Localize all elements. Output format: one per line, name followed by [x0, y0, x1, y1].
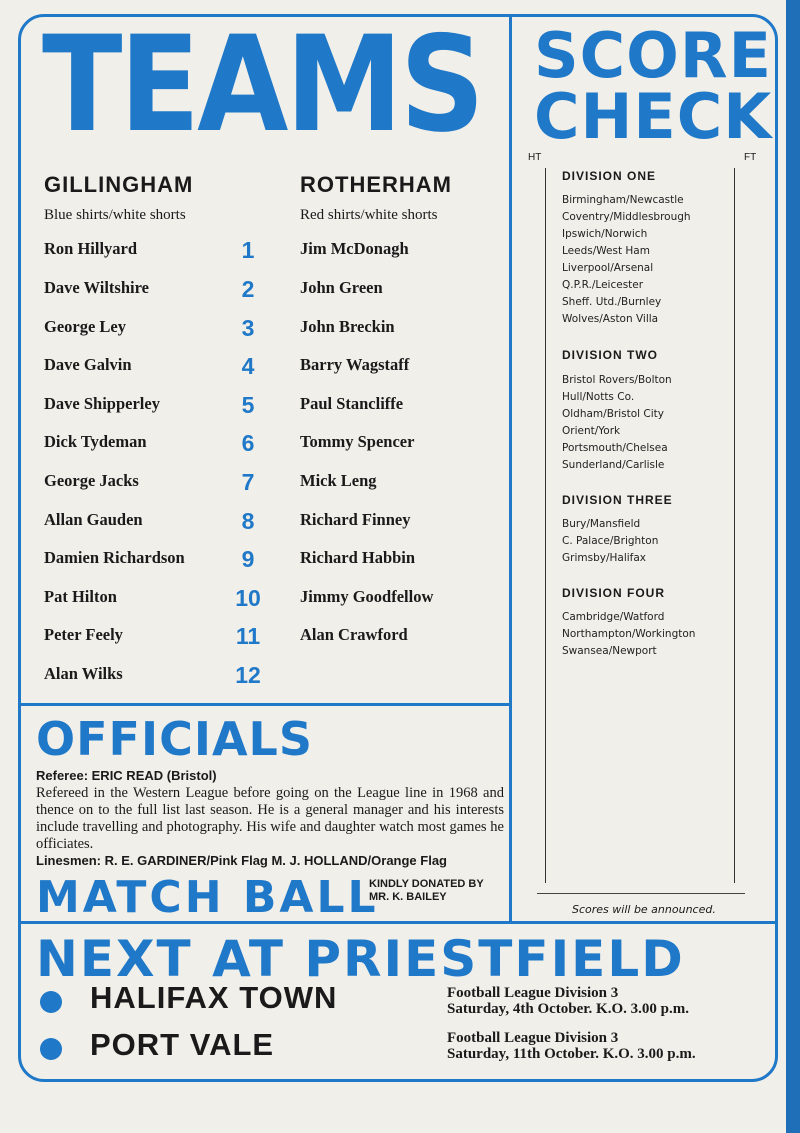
fixture-date: Saturday, 11th October. K.O. 3.00 p.m.	[447, 1046, 696, 1062]
fixture-item: Wolves/Aston Villa	[562, 313, 659, 325]
fixture-item: C. Palace/Brighton	[562, 535, 659, 547]
division-heading: DIVISION FOUR	[562, 586, 666, 600]
home-player: Peter Feely	[44, 625, 123, 644]
fixture-item: Orient/York	[562, 425, 621, 437]
away-player: Richard Habbin	[300, 548, 416, 567]
shirt-number: 2	[241, 276, 255, 302]
teams-title: TEAMS	[42, 6, 482, 162]
fixture-item: Birmingham/Newcastle	[562, 194, 684, 206]
bullet-icon	[40, 1038, 62, 1060]
shirt-number: 3	[241, 315, 255, 341]
home-player: Allan Gauden	[44, 510, 143, 529]
away-team-name: ROTHERHAM	[300, 172, 452, 197]
fixture-item: Q.P.R./Leicester	[562, 279, 644, 291]
next-at-priestfield-title: NEXT AT PRIESTFIELD	[36, 930, 685, 988]
next-fixture-info	[447, 1030, 696, 1062]
shirt-number: 7	[241, 469, 255, 495]
shirt-number: 12	[235, 662, 261, 688]
scores-rule	[537, 893, 745, 894]
home-player: Pat Hilton	[44, 587, 117, 606]
away-player: John Green	[300, 278, 383, 297]
fixture-date: Saturday, 4th October. K.O. 3.00 p.m.	[447, 1001, 689, 1017]
away-player: Mick Leng	[300, 471, 377, 490]
teams-divider	[18, 703, 511, 706]
match-ball-title: MATCH BALL	[36, 872, 379, 923]
referee-description: Refereed in the Western League before going on the League line in 1968 and thence on to the full list last season. He is a general manager and his interests include travelling and photography. His wife and daughter watch most games he officiates.	[36, 785, 504, 852]
fixture-item: Sunderland/Carlisle	[562, 459, 665, 471]
fixture-item: Coventry/Middlesbrough	[562, 211, 691, 223]
division-heading: DIVISION THREE	[562, 493, 673, 507]
home-player: Damien Richardson	[44, 548, 185, 567]
fixture-item: Sheff. Utd./Burnley	[562, 296, 662, 308]
away-player: John Breckin	[300, 317, 395, 336]
fixture-item: Liverpool/Arsenal	[562, 262, 654, 274]
shirt-number: 9	[241, 546, 255, 572]
next-fixture-info	[447, 985, 689, 1017]
away-player: Paul Stancliffe	[300, 394, 404, 413]
fixture-item: Swansea/Newport	[562, 645, 657, 657]
next-club: PORT VALE	[90, 1027, 275, 1062]
score-title-line: CHECK	[534, 79, 773, 153]
donor-line: MR. K. BAILEY	[369, 891, 447, 903]
shirt-number: 4	[241, 353, 255, 379]
division-heading: DIVISION TWO	[562, 348, 658, 362]
home-player: Dave Shipperley	[44, 394, 160, 413]
next-club: HALIFAX TOWN	[90, 980, 338, 1015]
referee-line: Referee: ERIC READ (Bristol)	[36, 768, 217, 783]
ht-column-line	[545, 168, 546, 883]
shirt-number: 10	[235, 585, 261, 611]
division-heading: DIVISION ONE	[562, 169, 657, 183]
fixture-item: Ipswich/Norwich	[562, 228, 648, 240]
score-check-title	[534, 19, 773, 153]
fixture-competition: Football League Division 3	[447, 985, 619, 1001]
home-kit: Blue shirts/white shorts	[44, 207, 186, 223]
home-player: Dick Tydeman	[44, 432, 147, 451]
scores-note: Scores will be announced.	[572, 903, 716, 916]
match-ball-donor	[369, 878, 484, 904]
ft-label: FT	[744, 152, 757, 163]
fixture-item: Cambridge/Watford	[562, 611, 665, 623]
shirt-number: 8	[241, 508, 255, 534]
home-player: Dave Wiltshire	[44, 278, 149, 297]
column-divider	[509, 14, 512, 923]
home-player: George Ley	[44, 317, 127, 336]
officials-title: OFFICIALS	[36, 712, 313, 766]
linesmen-line: Linesmen: R. E. GARDINER/Pink Flag M. J. HOLLAND/Orange Flag	[36, 853, 447, 868]
fixture-item: Grimsby/Halifax	[562, 552, 646, 564]
away-player: Richard Finney	[300, 510, 411, 529]
shirt-number: 11	[235, 623, 261, 649]
shirt-number: 5	[241, 392, 255, 418]
away-player: Alan Crawford	[300, 625, 408, 644]
home-player: Dave Galvin	[44, 355, 132, 374]
fixture-item: Leeds/West Ham	[562, 245, 650, 257]
home-team-name: GILLINGHAM	[44, 172, 194, 197]
shirt-number: 6	[241, 430, 255, 456]
fixture-competition: Football League Division 3	[447, 1030, 619, 1046]
home-player: Ron Hillyard	[44, 239, 138, 258]
fixture-item: Northampton/Workington	[562, 628, 696, 640]
fixture-item: Portsmouth/Chelsea	[562, 442, 668, 454]
ht-label: HT	[528, 152, 542, 163]
away-player: Tommy Spencer	[300, 432, 415, 451]
page-edge	[786, 0, 800, 1133]
fixture-item: Hull/Notts Co.	[562, 391, 635, 403]
ft-column-line	[734, 168, 735, 883]
fixture-item: Oldham/Bristol City	[562, 408, 664, 420]
bullet-icon	[40, 991, 62, 1013]
fixture-item: Bury/Mansfield	[562, 518, 641, 530]
score-title-line: SCORE	[534, 19, 772, 92]
home-player: Alan Wilks	[44, 664, 123, 683]
away-player: Jim McDonagh	[300, 239, 409, 258]
shirt-number: 1	[241, 237, 255, 263]
away-player: Jimmy Goodfellow	[300, 587, 434, 606]
fixture-item: Bristol Rovers/Bolton	[562, 374, 672, 386]
donor-line: KINDLY DONATED BY	[369, 878, 484, 890]
away-player: Barry Wagstaff	[300, 355, 410, 374]
away-kit: Red shirts/white shorts	[300, 207, 438, 223]
home-player: George Jacks	[44, 471, 139, 490]
